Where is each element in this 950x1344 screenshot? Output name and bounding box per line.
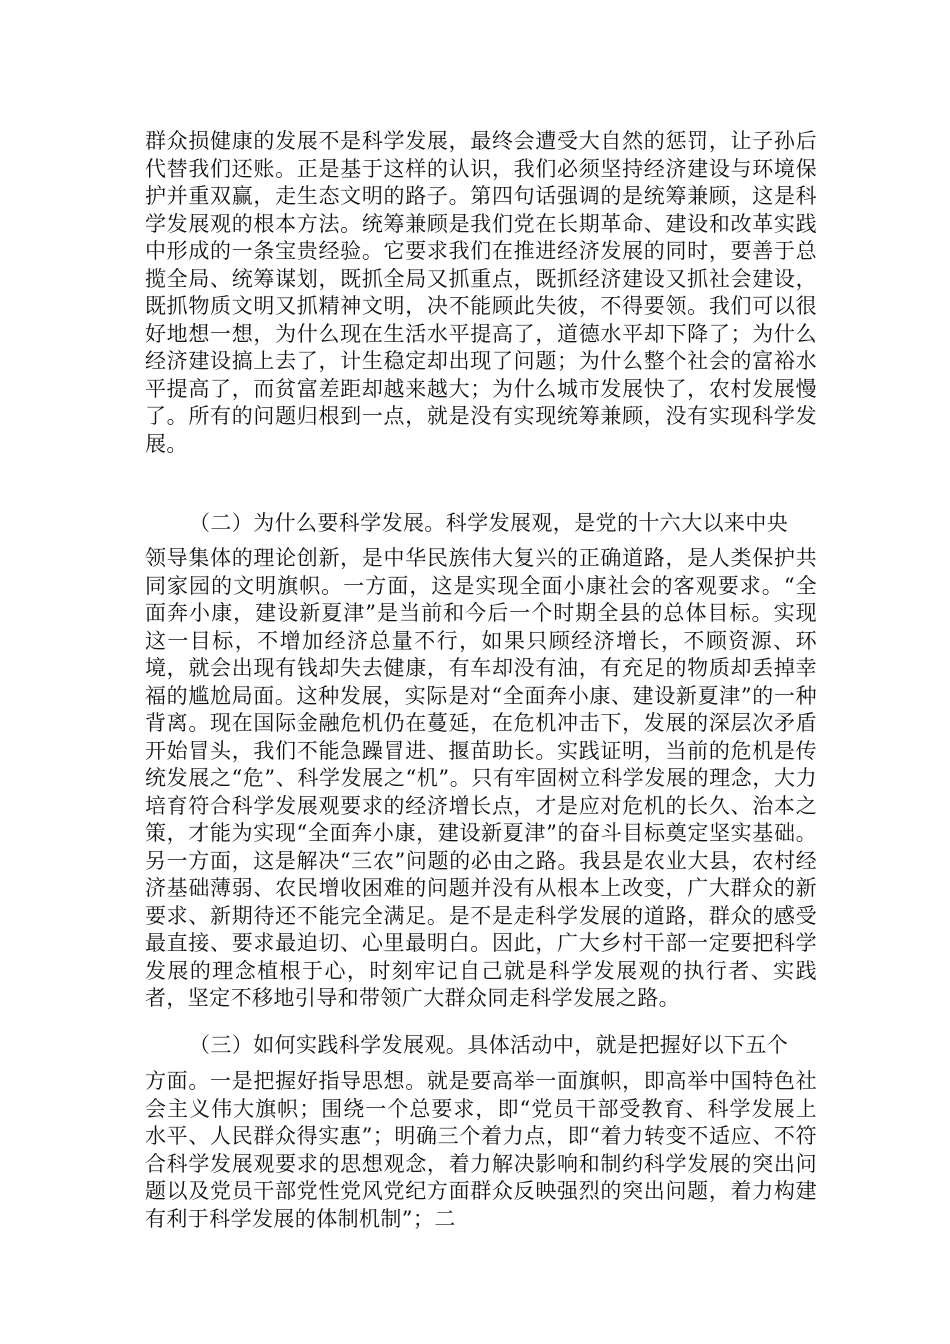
- section-3-body: 方面。一是把握好指导思想。就是要高举一面旗帜，即高举中国特色社会主义伟大旗帜；围绕一个总要求，即“党员干部受教育、科学发展上水平、人民群众得实惠”；明确三个着力点，即“着力转变不适应、不符合科学发展观要求的思想观念，着力解决影响和制约科学发展的突出问题以及党员干部党性党风党纪方面群众反映强烈的突出问题，着力构建有利于科学发展的体制机制”；二: [145, 1069, 817, 1231]
- paragraph-1: 群众损健康的发展不是科学发展，最终会遭受大自然的惩罚，让子孙后代替我们还账。正是基于这样的认识，我们必须坚持经济建设与环境保护并重双赢，走生态文明的路子。第四句话强调的是统筹兼顾，这是科学发展观的根本方法。统筹兼顾是我们党在长期革命、建设和改革实践中形成的一条宝贵经验。它要求我们在推进经济发展的同时，要善于总揽全局、统筹谋划，既抓全局又抓重点，既抓经济建设又抓社会建设，既抓物质文明又抓精神文明，决不能顾此失彼，不得要领。我们可以很好地想一想，为什么现在生活水平提高了，道德水平却下降了；为什么经济建设搞上去了，计生稳定却出现了问题；为什么整个社会的富裕水平提高了，而贫富差距却越来越大；为什么城市发展快了，农村发展慢了。所有的问题归根到一点，就是没有实现统筹兼顾，没有实现科学发展。: [145, 129, 817, 456]
- section-2-body: 领导集体的理论创新，是中华民族伟大复兴的正确道路，是人类保护共同家园的文明旗帜。一方面，这是实现全面小康社会的客观要求。“全面奔小康，建设新夏津”是当前和今后一个时期全县的总体目标。实现这一目标，不增加经济总量不行，如果只顾经济增长，不顾资源、环境，就会出现有钱却失去健康，有车却没有油，有充足的物质却丢掉幸福的尴尬局面。这种发展，实际是对“全面奔小康、建设新夏津”的一种背离。现在国际金融危机仍在蔓延，在危机冲击下，发展的深层次矛盾开始冒头，我们不能急躁冒进、揠苗助长。实践证明，当前的危机是传统发展之“危”、科学发展之“机”。只有牢固树立科学发展的理念，大力培育符合科学发展观要求的经济增长点，才是应对危机的长久、治本之策，才能为实现“全面奔小康，建设新夏津”的奋斗目标奠定坚实基础。另一方面，这是解决“三农”问题的必由之路。我县是农业大县，农村经济基础薄弱、农民增收困难的问题并没有从根本上改变，广大群众的新要求、新期待还不能完全满足。是不是走科学发展的道路，群众的感受最直接、要求最迫切、心里最明白。因此，广大乡村干部一定要把科学发展的理念植根于心，时刻牢记自己就是科学发展观的执行者、实践者，坚定不移地引导和带领广大群众同走科学发展之路。: [145, 546, 817, 1010]
- section-3-heading-line: （三）如何实践科学发展观。具体活动中，就是把握好以下五个: [189, 1033, 789, 1057]
- section-2-heading-line: （二）为什么要科学发展。科学发展观，是党的十六大以来中央: [189, 511, 789, 535]
